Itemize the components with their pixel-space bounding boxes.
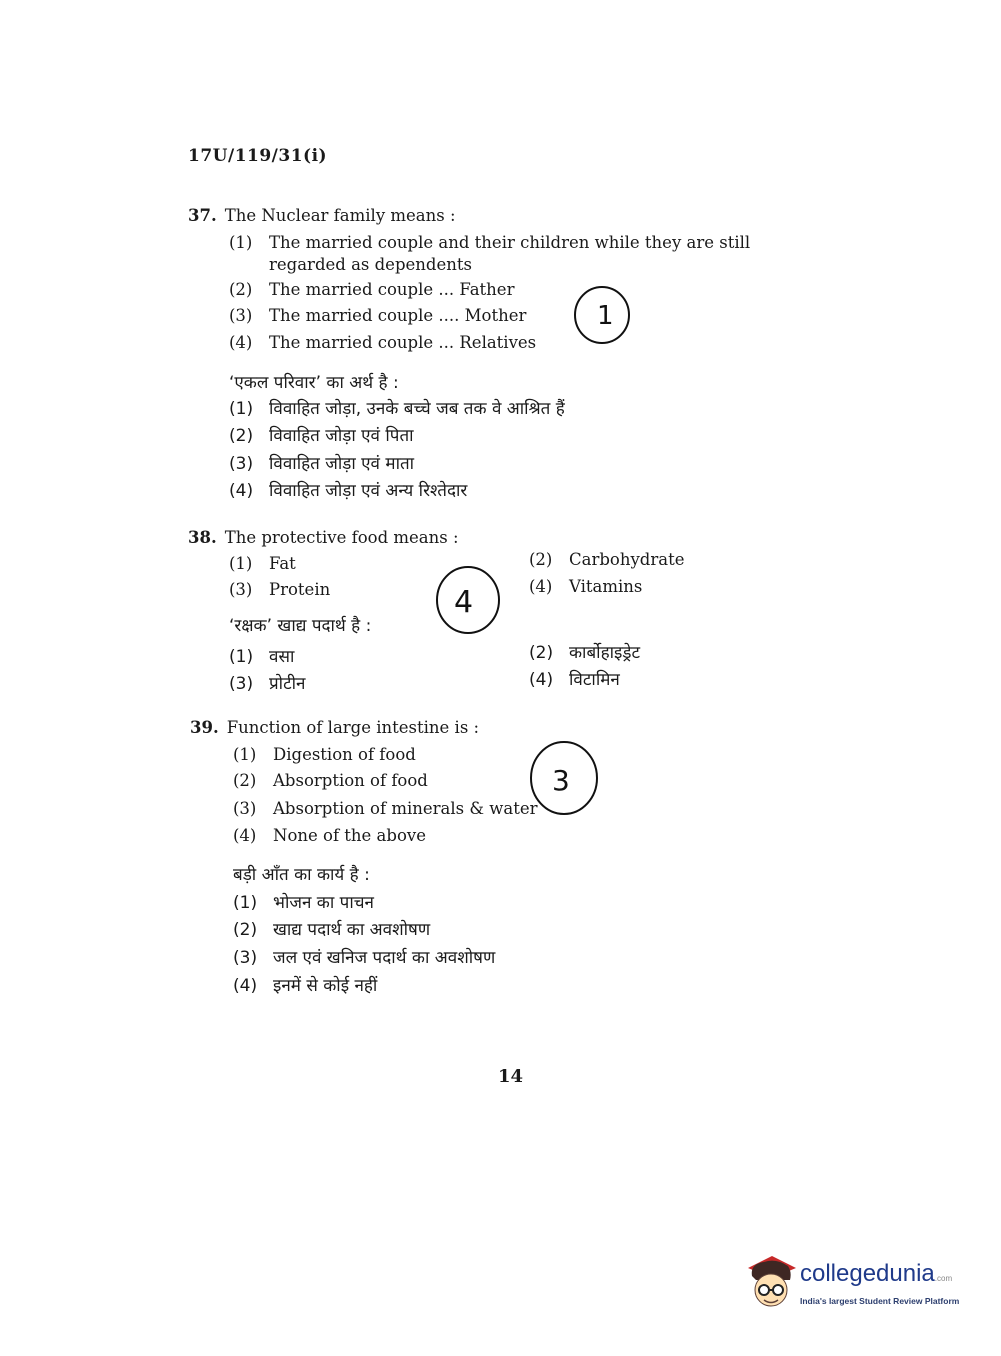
svg-text:3: 3	[552, 764, 570, 797]
question-37-hindi-prompt: ‘एकल परिवार’ का अर्थ है :	[229, 373, 399, 393]
question-39-hindi-option-3: (3) जल एवं खनिज पदार्थ का अवशोषण	[233, 948, 496, 968]
question-39-option-3: (3) Absorption of minerals & water	[233, 799, 538, 818]
question-37-option-3: (3) The married couple .... Mother	[229, 306, 527, 325]
svg-text:4: 4	[454, 585, 474, 620]
question-37-prompt: 37. The Nuclear family means :	[188, 206, 456, 225]
question-38-option-4: (4) Vitamins	[529, 577, 643, 596]
question-39-option-2: (2) Absorption of food	[233, 771, 428, 790]
question-38-hindi-option-2: (2) कार्बोहाइड्रेट	[529, 643, 641, 663]
question-37-hindi-option-3: (3) विवाहित जोड़ा एवं माता	[229, 454, 415, 474]
question-39-option-1: (1) Digestion of food	[233, 745, 416, 764]
question-38-option-1: (1) Fat	[229, 554, 296, 573]
question-39-prompt: 39. Function of large intestine is :	[190, 718, 480, 737]
question-39-hindi-option-1: (1) भोजन का पाचन	[233, 893, 374, 913]
question-38-option-3: (3) Protein	[229, 580, 331, 599]
brand-tagline: India's largest Student Review Platform	[800, 1296, 960, 1306]
paper-code: 17U/119/31(i)	[188, 146, 328, 166]
collegedunia-watermark	[742, 1250, 974, 1320]
question-39-option-4: (4) None of the above	[233, 826, 426, 845]
question-37-option-2: (2) The married couple ... Father	[229, 280, 515, 299]
question-37-hindi-option-2: (2) विवाहित जोड़ा एवं पिता	[229, 426, 414, 446]
question-38-prompt: 38. The protective food means :	[188, 528, 459, 547]
question-38-hindi-prompt: ‘रक्षक’ खाद्य पदार्थ है :	[229, 616, 372, 636]
question-39-hindi-option-2: (2) खाद्य पदार्थ का अवशोषण	[233, 920, 431, 940]
question-39-hindi-prompt: बड़ी आँत का कार्य है :	[233, 865, 370, 885]
question-37-hindi-option-1: (1) विवाहित जोड़ा, उनके बच्चे जब तक वे आश्रित हैं	[229, 399, 565, 419]
question-38-hindi-option-1: (1) वसा	[229, 647, 295, 667]
question-38-hindi-option-3: (3) प्रोटीन	[229, 674, 306, 694]
question-38-hindi-option-4: (4) विटामिन	[529, 670, 620, 690]
page-number: 14	[498, 1066, 524, 1087]
student-mascot-icon	[742, 1250, 798, 1314]
question-39-hindi-option-4: (4) इनमें से कोई नहीं	[233, 976, 378, 996]
handwritten-answer-37	[570, 282, 636, 352]
question-37-hindi-option-4: (4) विवाहित जोड़ा एवं अन्य रिश्तेदार	[229, 481, 468, 501]
brand-suffix: .com	[934, 1274, 953, 1283]
handwritten-answer-39	[526, 736, 602, 820]
brand-name: collegedunia	[800, 1260, 935, 1287]
handwritten-answer-38	[434, 556, 506, 640]
svg-text:1: 1	[597, 301, 614, 331]
question-37-option-4: (4) The married couple ... Relatives	[229, 333, 537, 352]
question-37-option-1: (1) The married couple and their children while they are still regarded as dependents	[229, 233, 751, 274]
question-38-option-2: (2) Carbohydrate	[529, 550, 685, 569]
